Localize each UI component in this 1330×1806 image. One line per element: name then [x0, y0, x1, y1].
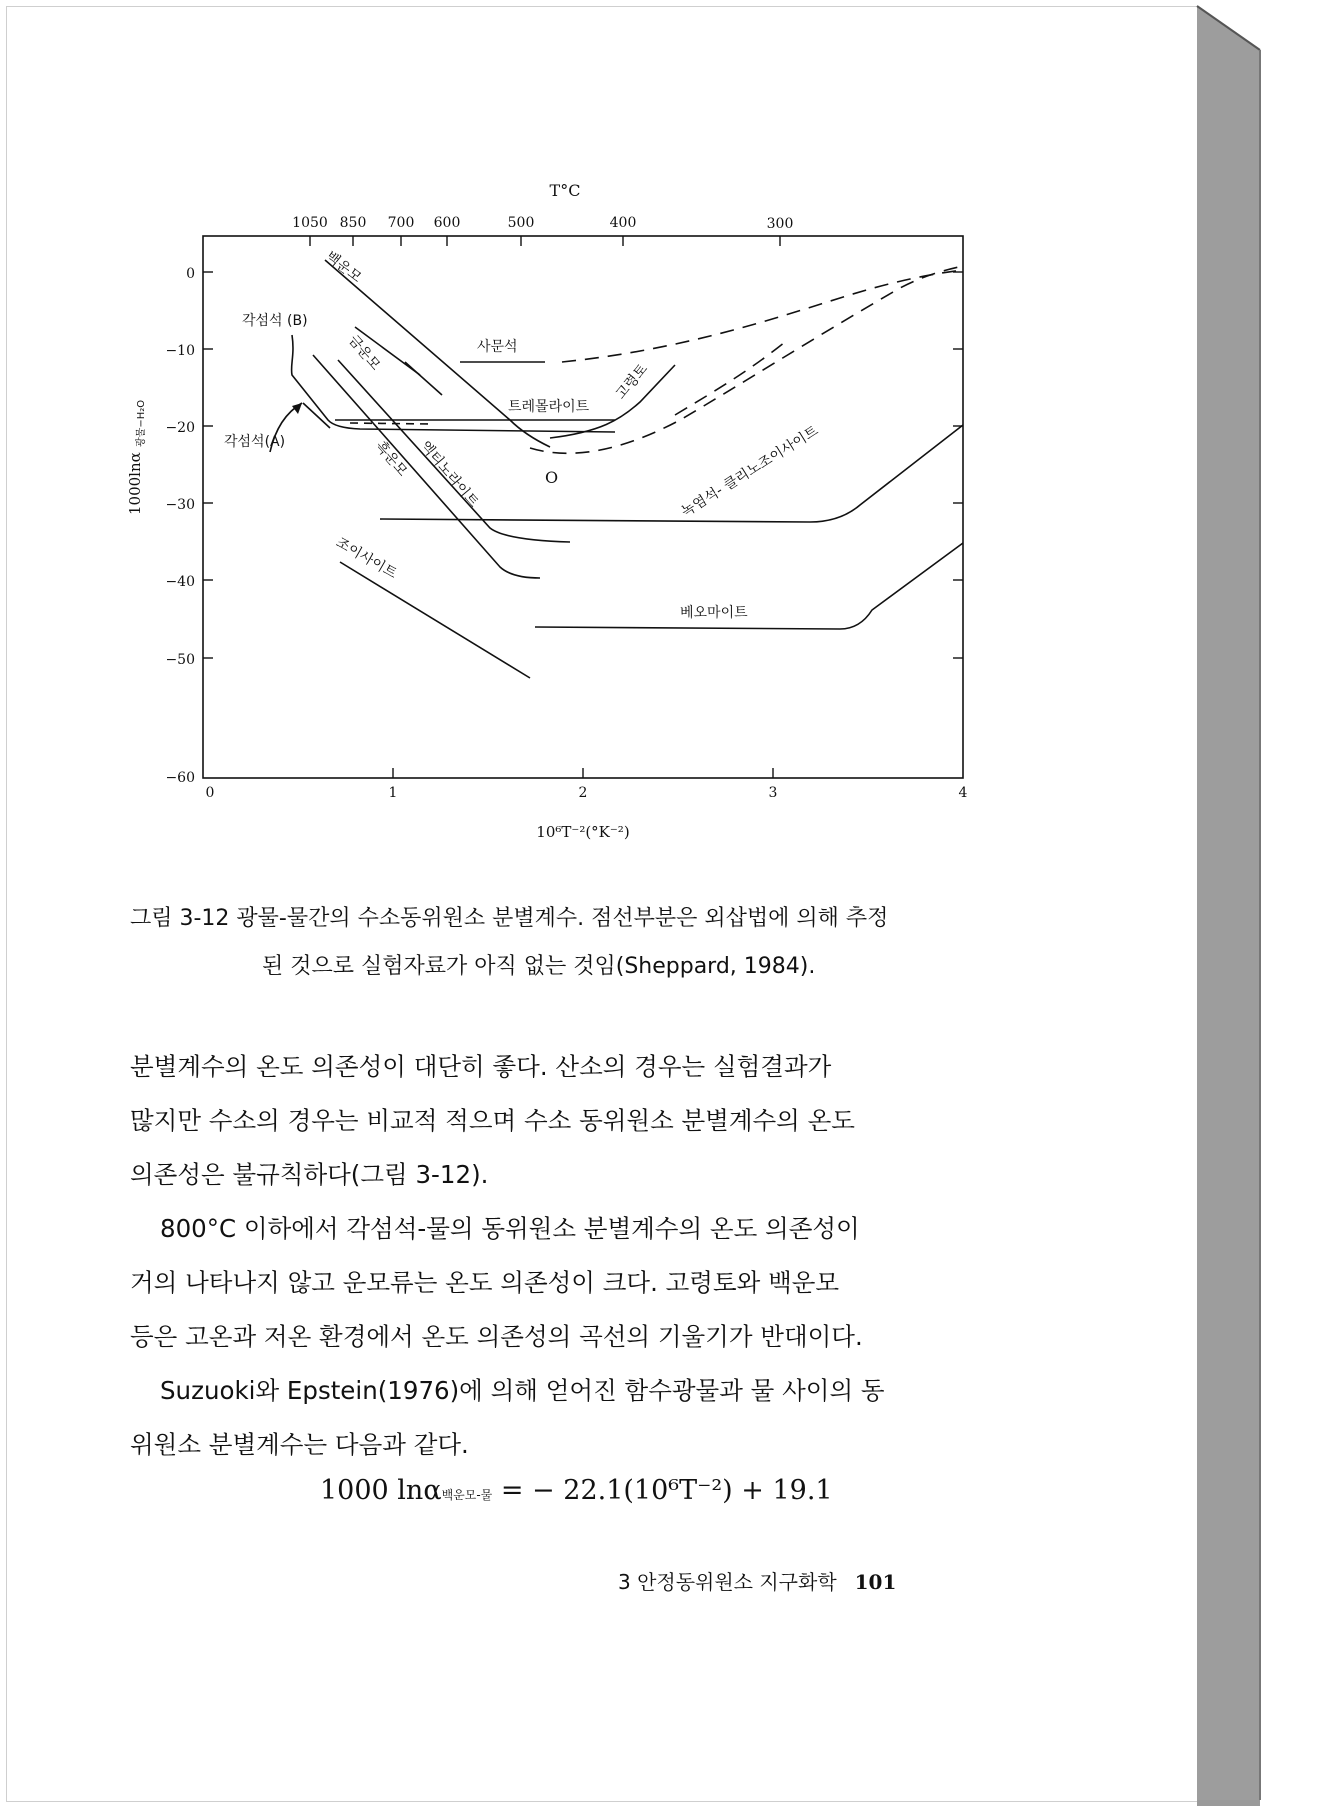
y-tick-label: 0 — [186, 266, 195, 282]
zoisite-curve — [340, 562, 530, 678]
o-mark-label: O — [545, 468, 559, 487]
serpentine-label: 사문석 — [477, 339, 518, 355]
body-line: Suzuoki와 Epstein(1976)에 의해 얻어진 함수광물과 물 사이의 동 — [160, 1376, 885, 1405]
equation-rhs: = − 22.1(10⁶T⁻²) + 19.1 — [492, 1475, 833, 1506]
tremolite-label: 트레몰라이트 — [508, 399, 590, 415]
body-line: 많지만 수소의 경우는 비교적 적으며 수소 동위원소 분별계수의 온도 — [130, 1106, 855, 1135]
amphibole-a-label: 각섬석(A) — [224, 434, 286, 450]
amphibole-b-label: 각섬석 (B) — [242, 313, 308, 329]
biotite-label: 흑운모 — [371, 438, 411, 480]
epidote-label: 엑티노라이트 — [416, 438, 482, 511]
top-tick-label: 700 — [387, 215, 415, 231]
y-tick-label: −60 — [165, 770, 195, 786]
figure-caption — [130, 895, 1000, 991]
body-line: 위원소 분별계수는 다음과 같다. — [130, 1430, 469, 1459]
y-axis-label: 1000lnα — [126, 452, 144, 515]
zoisite-label: 조이사이트 — [333, 534, 400, 583]
y-tick-label: −10 — [165, 343, 195, 359]
body-line: 분별계수의 온도 의존성이 대단히 좋다. 산소의 경우는 실험결과가 — [130, 1052, 832, 1081]
top-tick-label: 1050 — [292, 215, 328, 231]
top-axis-title: T°C — [549, 181, 581, 200]
top-tick-label: 600 — [433, 215, 461, 231]
equation-subscript: 백운모-물 — [441, 1488, 493, 1502]
y-axis-label-group — [126, 400, 147, 515]
boehmite-curve — [535, 543, 963, 629]
bottom-tick-label: 3 — [768, 785, 778, 801]
isotope-fractionation-figure — [120, 170, 1000, 860]
curve-labels — [224, 248, 822, 621]
page-footer — [618, 1566, 896, 1595]
boehmite-label: 베오마이트 — [680, 605, 748, 621]
body-line: 등은 고온과 저온 환경에서 온도 의존성의 곡선의 기울기가 반대이다. — [130, 1322, 863, 1351]
chlorite-label: 녹염석- 클리노조이사이트 — [678, 422, 822, 521]
chapter-title: 3 안정동위원소 지구화학 — [618, 1570, 837, 1594]
bottom-tick-label: 1 — [388, 785, 398, 801]
y-ticks — [165, 266, 963, 786]
phlogopite-label: 금운모 — [344, 332, 384, 374]
top-tick-label: 850 — [339, 215, 367, 231]
y-tick-label: −20 — [165, 420, 195, 436]
phlogopite-curve-b — [405, 362, 442, 395]
body-line: 의존성은 불규칙하다(그림 3-12). — [130, 1160, 489, 1189]
page-number: 101 — [854, 1570, 897, 1594]
caption-line: 된 것으로 실험자료가 아직 없는 것임(Sheppard, 1984). — [262, 954, 816, 979]
top-tick-label: 400 — [609, 215, 637, 231]
bottom-tick-label: 2 — [578, 785, 588, 801]
serpentine-dashed — [562, 270, 963, 362]
caption-line: 그림 3-12 광물-물간의 수소동위원소 분별계수. 점선부분은 외삽법에 의해 추정 — [130, 906, 889, 931]
curves — [270, 260, 963, 678]
y-tick-label: −30 — [165, 497, 195, 513]
bottom-ticks — [206, 768, 968, 801]
kaolinite-label: 고령토 — [612, 361, 652, 403]
top-tick-label: 300 — [766, 216, 794, 232]
y-tick-label: −50 — [165, 652, 195, 668]
kaolinite-dashed — [530, 266, 963, 453]
tremolite-dashed — [350, 423, 430, 424]
equation-lhs: 1000 lnα — [320, 1475, 442, 1506]
bottom-tick-label: 0 — [205, 785, 215, 801]
bottom-tick-label: 4 — [958, 785, 968, 801]
amphibole-b-curve — [292, 335, 615, 432]
body-line: 거의 나타나지 않고 운모류는 온도 의존성이 크다. 고령토와 백운모 — [130, 1268, 840, 1297]
y-tick-label: −40 — [165, 574, 195, 590]
x-axis-label: 10⁶T⁻²(°K⁻²) — [536, 823, 630, 841]
muscovite-label: 백운모 — [322, 248, 365, 287]
y-axis-label-sub: 광물−H₂O — [136, 399, 147, 447]
figure-svg — [120, 170, 1000, 860]
body-line: 800°C 이하에서 각섬석-물의 동위원소 분별계수의 온도 의존성이 — [160, 1214, 860, 1243]
equation — [320, 1475, 920, 1506]
kaolinite-dashed-2 — [675, 342, 785, 415]
top-tick-label: 500 — [507, 215, 535, 231]
top-ticks — [292, 215, 793, 246]
body-text — [130, 1040, 1000, 1472]
